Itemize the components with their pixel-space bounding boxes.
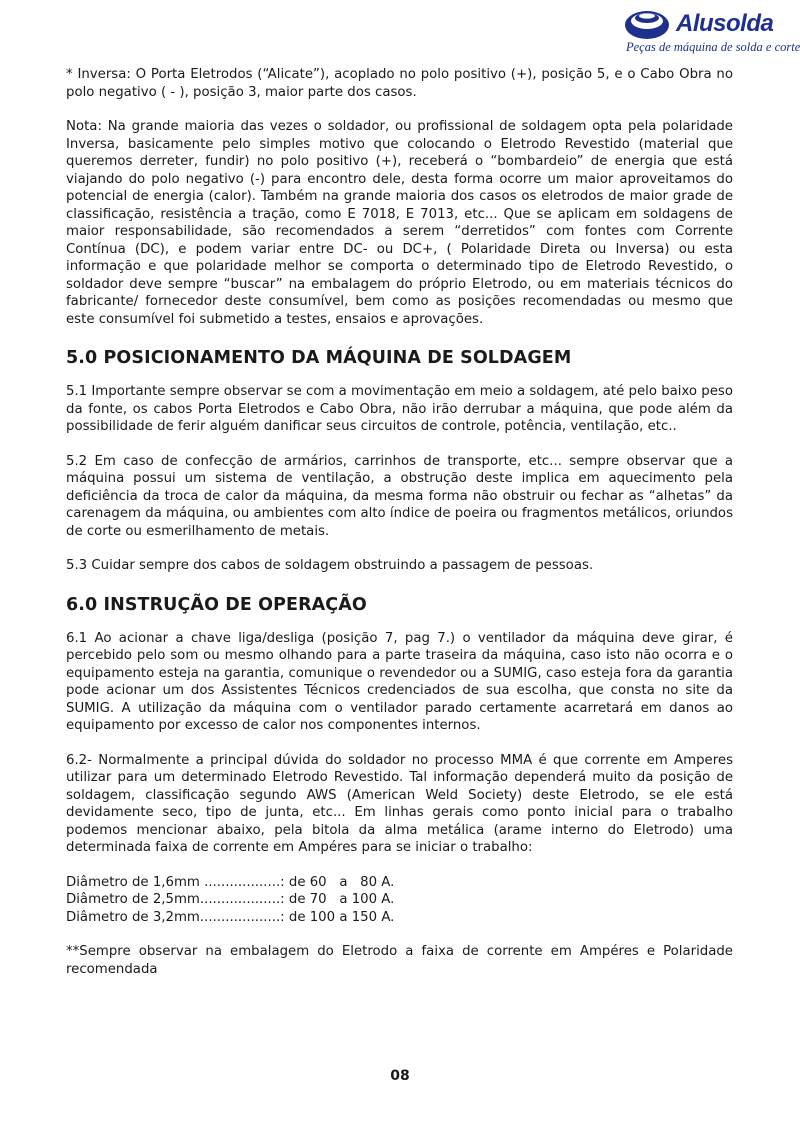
brand-name: Alusolda <box>676 10 774 37</box>
brand-tagline: Peças de máquina de solda e corte <box>626 40 800 54</box>
document-body <box>66 66 733 978</box>
section-5-heading: 5.0 POSICIONAMENTO DA MÁQUINA DE SOLDAGEM <box>66 348 572 368</box>
diameter-row: Diâmetro de 1,6mm ..................: de 60 a 80 A. <box>66 874 395 890</box>
nota-paragraph: Nota: Na grande maioria das vezes o soldador, ou profissional de soldagem opta pela polaridade Inversa, basicamente pelo simples motivo que colocando o Eletrodo Revestido (material que queremos derreter, fundir) no polo positivo (+), receberá o “bombardeio” de energia que está viajando do polo negativo (-) para encontro dele, desta forma ocorre um maior aproveitamos do potencial de energia (calor). Também na grande maioria dos casos os eletrodos de maior grade de classificação, resistência a tração, como E 7018, E 7013, etc... Que se aplicam em soldagens de maior responsabilidade, são recomendados a serem “derretidos” com fontes com Corrente Contínua (DC), e podem variar entre DC- ou DC+, ( Polaridade Direta ou Inversa) ou esta informação e que polaridade melhor se comporta o determinado tipo de Eletrodo Revestido, o soldador deve sempre “buscar” na embalagem do próprio Eletrodo, ou em materiais técnicos do fabricante/ fornecedor deste consumível, bem como as posições recomendadas ou mesmo que este consumível foi submetido a testes, ensaios e aprovações. <box>66 119 733 327</box>
diameter-list <box>66 874 733 927</box>
section-5-3-paragraph: 5.3 Cuidar sempre dos cabos de soldagem obstruindo a passagem de pessoas. <box>66 558 594 573</box>
diameter-row: Diâmetro de 2,5mm...................: de 70 a 100 A. <box>66 892 395 907</box>
polarity-note: **Sempre observar na embalagem do Eletrodo a faixa de corrente em Ampéres e Polaridade recomendada <box>66 944 733 977</box>
section-6-2-paragraph: 6.2- Normalmente a principal dúvida do soldador no processo MMA é que corrente em Amperes utilizar para um determinado Eletrodo Revestido. Tal informação dependerá muito da posição de soldagem, classificação segundo AWS (American Weld Society) deste Eletrodo, se ele está devidamente seco, tipo de junta, etc... Em linhas gerais como ponto inicial para o trabalho podemos mencionar abaixo, pela bitola da alma metálica (arame interno do Eletrodo) uma determinada faixa de corrente em Ampéres para se iniciar o trabalho: <box>66 752 733 855</box>
section-6-1-paragraph: 6.1 Ao acionar a chave liga/desliga (posição 7, pag 7.) o ventilador da máquina deve girar, é percebido pelo som ou mesmo olhando para a parte traseira da máquina, caso isto não ocorra e o equipamento esteja na garantia, comunique o revendedor ou a SUMIG, caso esteja fora da garantia pode acionar um dos Assistentes Técnicos credenciados de sua escolha, que consta no site da SUMIG. A utilização da máquina com o ventilador parado certamente acarretará em danos ao equipamento por excesso de calor nos componentes internos. <box>66 630 733 733</box>
section-5-1-paragraph: 5.1 Importante sempre observar se com a movimentação em meio a soldagem, até pelo baixo peso da fonte, os cabos Porta Eletrodos e Cabo Obra, não irão derrubar a máquina, que pode além da possibilidade de ferir alguém danificar seus circuitos de controle, potência, ventilação, etc.. <box>66 384 733 434</box>
page-number: 08 <box>390 1068 410 1084</box>
section-5-2-paragraph: 5.2 Em caso de confecção de armários, carrinhos de transporte, etc... sempre observar que a máquina possui um sistema de ventilação, a obstrução deste implica em aquecimento pela deficiência da troca de calor da máquina, da mesma forma não obstruir ou fechar as “alhetas” da carenagem da máquina, ou ambientes com alto índice de poeira ou fragmentos metálicos, oriundos de corte ou esmerilhamento de metais. <box>66 453 733 539</box>
diameter-row: Diâmetro de 3,2mm...................: de 100 a 150 A. <box>66 909 395 925</box>
alusolda-logo-icon <box>622 6 674 42</box>
inversa-paragraph: * Inversa: O Porta Eletrodos (“Alicate”), acoplado no polo positivo (+), posição 5, e o Cabo Obra no polo negativo ( - ), posição 3, maior parte dos casos. <box>66 67 733 100</box>
section-6-heading: 6.0 INSTRUÇÃO DE OPERAÇÃO <box>66 594 367 615</box>
brand-logo <box>622 4 800 56</box>
